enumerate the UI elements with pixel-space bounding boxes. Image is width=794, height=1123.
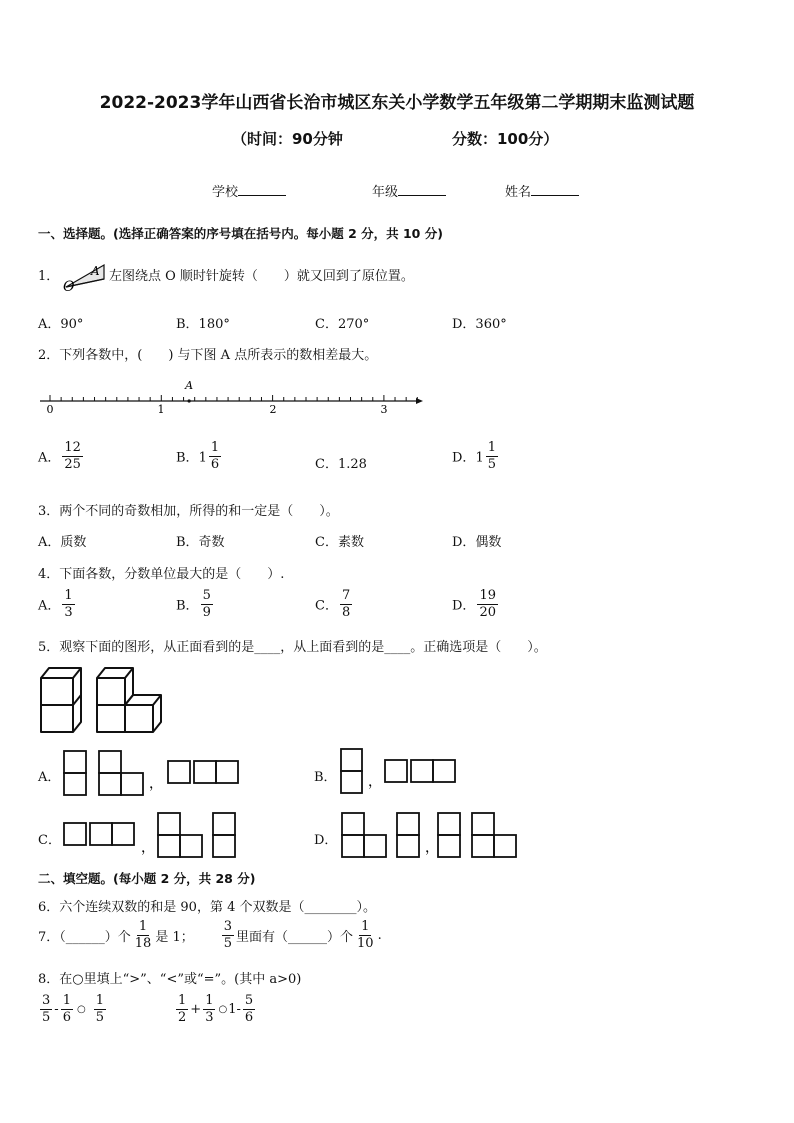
q8-compare-circle-2[interactable]: ○ [218, 1004, 228, 1016]
page-title: 2022-2023学年山西省长治市城区东关小学数学五年级第二学期期末监测试题 [99, 93, 695, 113]
q4-text: 4．下面各数，分数单位最大的是（ ）. [38, 567, 285, 582]
q8-compare-circle-1[interactable]: ○ [76, 1004, 86, 1016]
q5-cube-figure [38, 662, 163, 734]
tick-label-3: 3 [380, 403, 388, 416]
q2-option-b[interactable]: B．1 $\frac{1}{6}$ [176, 440, 220, 473]
q4-option-c[interactable]: C． $\frac{7}{8}$ [315, 588, 351, 621]
q4-option-d[interactable]: D． $\frac{19}{20}$ [452, 588, 496, 621]
q3-option-d[interactable]: D．偶数 [452, 535, 502, 550]
grade-field [372, 181, 446, 200]
q1-option-d[interactable]: D．360° [452, 317, 507, 332]
q4-option-b[interactable]: B． $\frac{5}{9}$ [176, 588, 211, 621]
q1-rotation-figure [60, 255, 108, 295]
q5-option-d-views[interactable] [341, 812, 526, 860]
q5-option-c-letter[interactable]: C． [38, 833, 61, 848]
q7-part3: 里面有（______）个 [236, 930, 354, 946]
q8-expression-2: $\frac{1}{2}$ + $\frac{1}{3}$ ○ 1- $\frac{5}{6}$ [178, 993, 254, 1026]
q5-option-b-views[interactable] [340, 748, 480, 796]
q5-option-a-comma: ， [149, 776, 163, 792]
q1-label-o: O [63, 279, 75, 295]
q1-option-c[interactable]: C．270° [315, 317, 370, 332]
q6-text: 6．六个连续双数的和是 90，第 4 个双数是（________）。 [38, 900, 376, 915]
tick-label-1: 1 [157, 403, 165, 416]
q1-option-b[interactable]: B．180° [176, 317, 230, 332]
q2-text: 2．下列各数中，( ) 与下图 A 点所表示的数相差最大。 [38, 348, 378, 363]
q1-text: 左图绕点 O 顺时针旋转（ ）就又回到了原位置。 [109, 269, 414, 284]
tick-label-0: 0 [46, 403, 54, 416]
q5-option-a-views[interactable] [63, 750, 263, 798]
q1-number: 1． [38, 269, 60, 284]
q2-number-line [38, 376, 423, 416]
q7-line [38, 919, 382, 953]
right-top-cube-front [97, 678, 125, 705]
q1-label-a: A [91, 264, 100, 278]
school-blank [238, 183, 286, 196]
q8-text: 8．在○里填上“>”、“<”或“=”。(其中 a>0) [38, 972, 302, 987]
q1-option-a[interactable]: A．90° [38, 317, 84, 332]
q5-option-c-views[interactable] [63, 812, 243, 860]
q2-option-d[interactable]: D．1 $\frac{1}{5}$ [452, 440, 496, 473]
q5-option-a-letter[interactable]: A． [38, 770, 61, 785]
q7-part2: 是 1； [155, 930, 194, 946]
q4-option-a[interactable]: A． $\frac{1}{3}$ [38, 588, 73, 621]
school-field [212, 181, 286, 200]
exam-score: 分数：100分） [452, 130, 559, 148]
number-line-minor-ticks [50, 395, 417, 401]
section-2-heading: 二、填空题。(每小题 2 分，共 28 分) [38, 871, 256, 886]
grade-label: 年级 [372, 185, 399, 200]
name-field [505, 181, 579, 200]
q7-end: . [377, 928, 382, 944]
q7-part1: 7．（______）个 [38, 930, 131, 946]
q3-option-c[interactable]: C．素数 [315, 535, 364, 550]
grade-blank [398, 183, 446, 196]
left-stack-top-front [41, 678, 73, 705]
name-label: 姓名 [505, 185, 532, 200]
q7-fraction-3: $\frac{1}{10}$ [357, 919, 374, 952]
q5-option-d-letter[interactable]: D． [314, 833, 338, 848]
q2-option-a[interactable]: A． $\frac{12}{25}$ [38, 440, 81, 473]
q8-expression-1: $\frac{3}{5}$ - $\frac{1}{6}$ ○ $\frac{1}{5}$ [42, 993, 104, 1026]
point-a-label: A [185, 379, 194, 392]
q2-option-c[interactable]: C．1.28 [315, 457, 367, 472]
q5-option-c-comma: ， [141, 840, 155, 856]
q3-option-a[interactable]: A．质数 [38, 535, 87, 550]
q7-fraction-1: $\frac{1}{18}$ [134, 919, 152, 952]
tick-label-2: 2 [269, 403, 277, 416]
left-stack-bottom-front [41, 705, 73, 732]
point-a-marker [188, 399, 191, 402]
section-1-heading: 一、选择题。(选择正确答案的序号填在括号内。每小题 2 分，共 10 分) [38, 226, 443, 241]
q3-option-b[interactable]: B．奇数 [176, 535, 225, 550]
q5-option-b-comma: ， [368, 774, 382, 790]
name-blank [531, 183, 579, 196]
school-label: 学校 [212, 185, 239, 200]
q5-option-d-comma: ， [425, 840, 439, 856]
q5-text: 5．观察下面的图形，从正面看到的是____，从上面看到的是____。正确选项是（ ）。 [38, 640, 547, 655]
exam-time: （时间：90分钟 [232, 130, 343, 148]
q3-text: 3．两个不同的奇数相加，所得的和一定是（ ）。 [38, 504, 339, 519]
q5-option-b-letter[interactable]: B． [314, 770, 337, 785]
q7-fraction-2: $\frac{3}{5}$ [223, 919, 233, 952]
